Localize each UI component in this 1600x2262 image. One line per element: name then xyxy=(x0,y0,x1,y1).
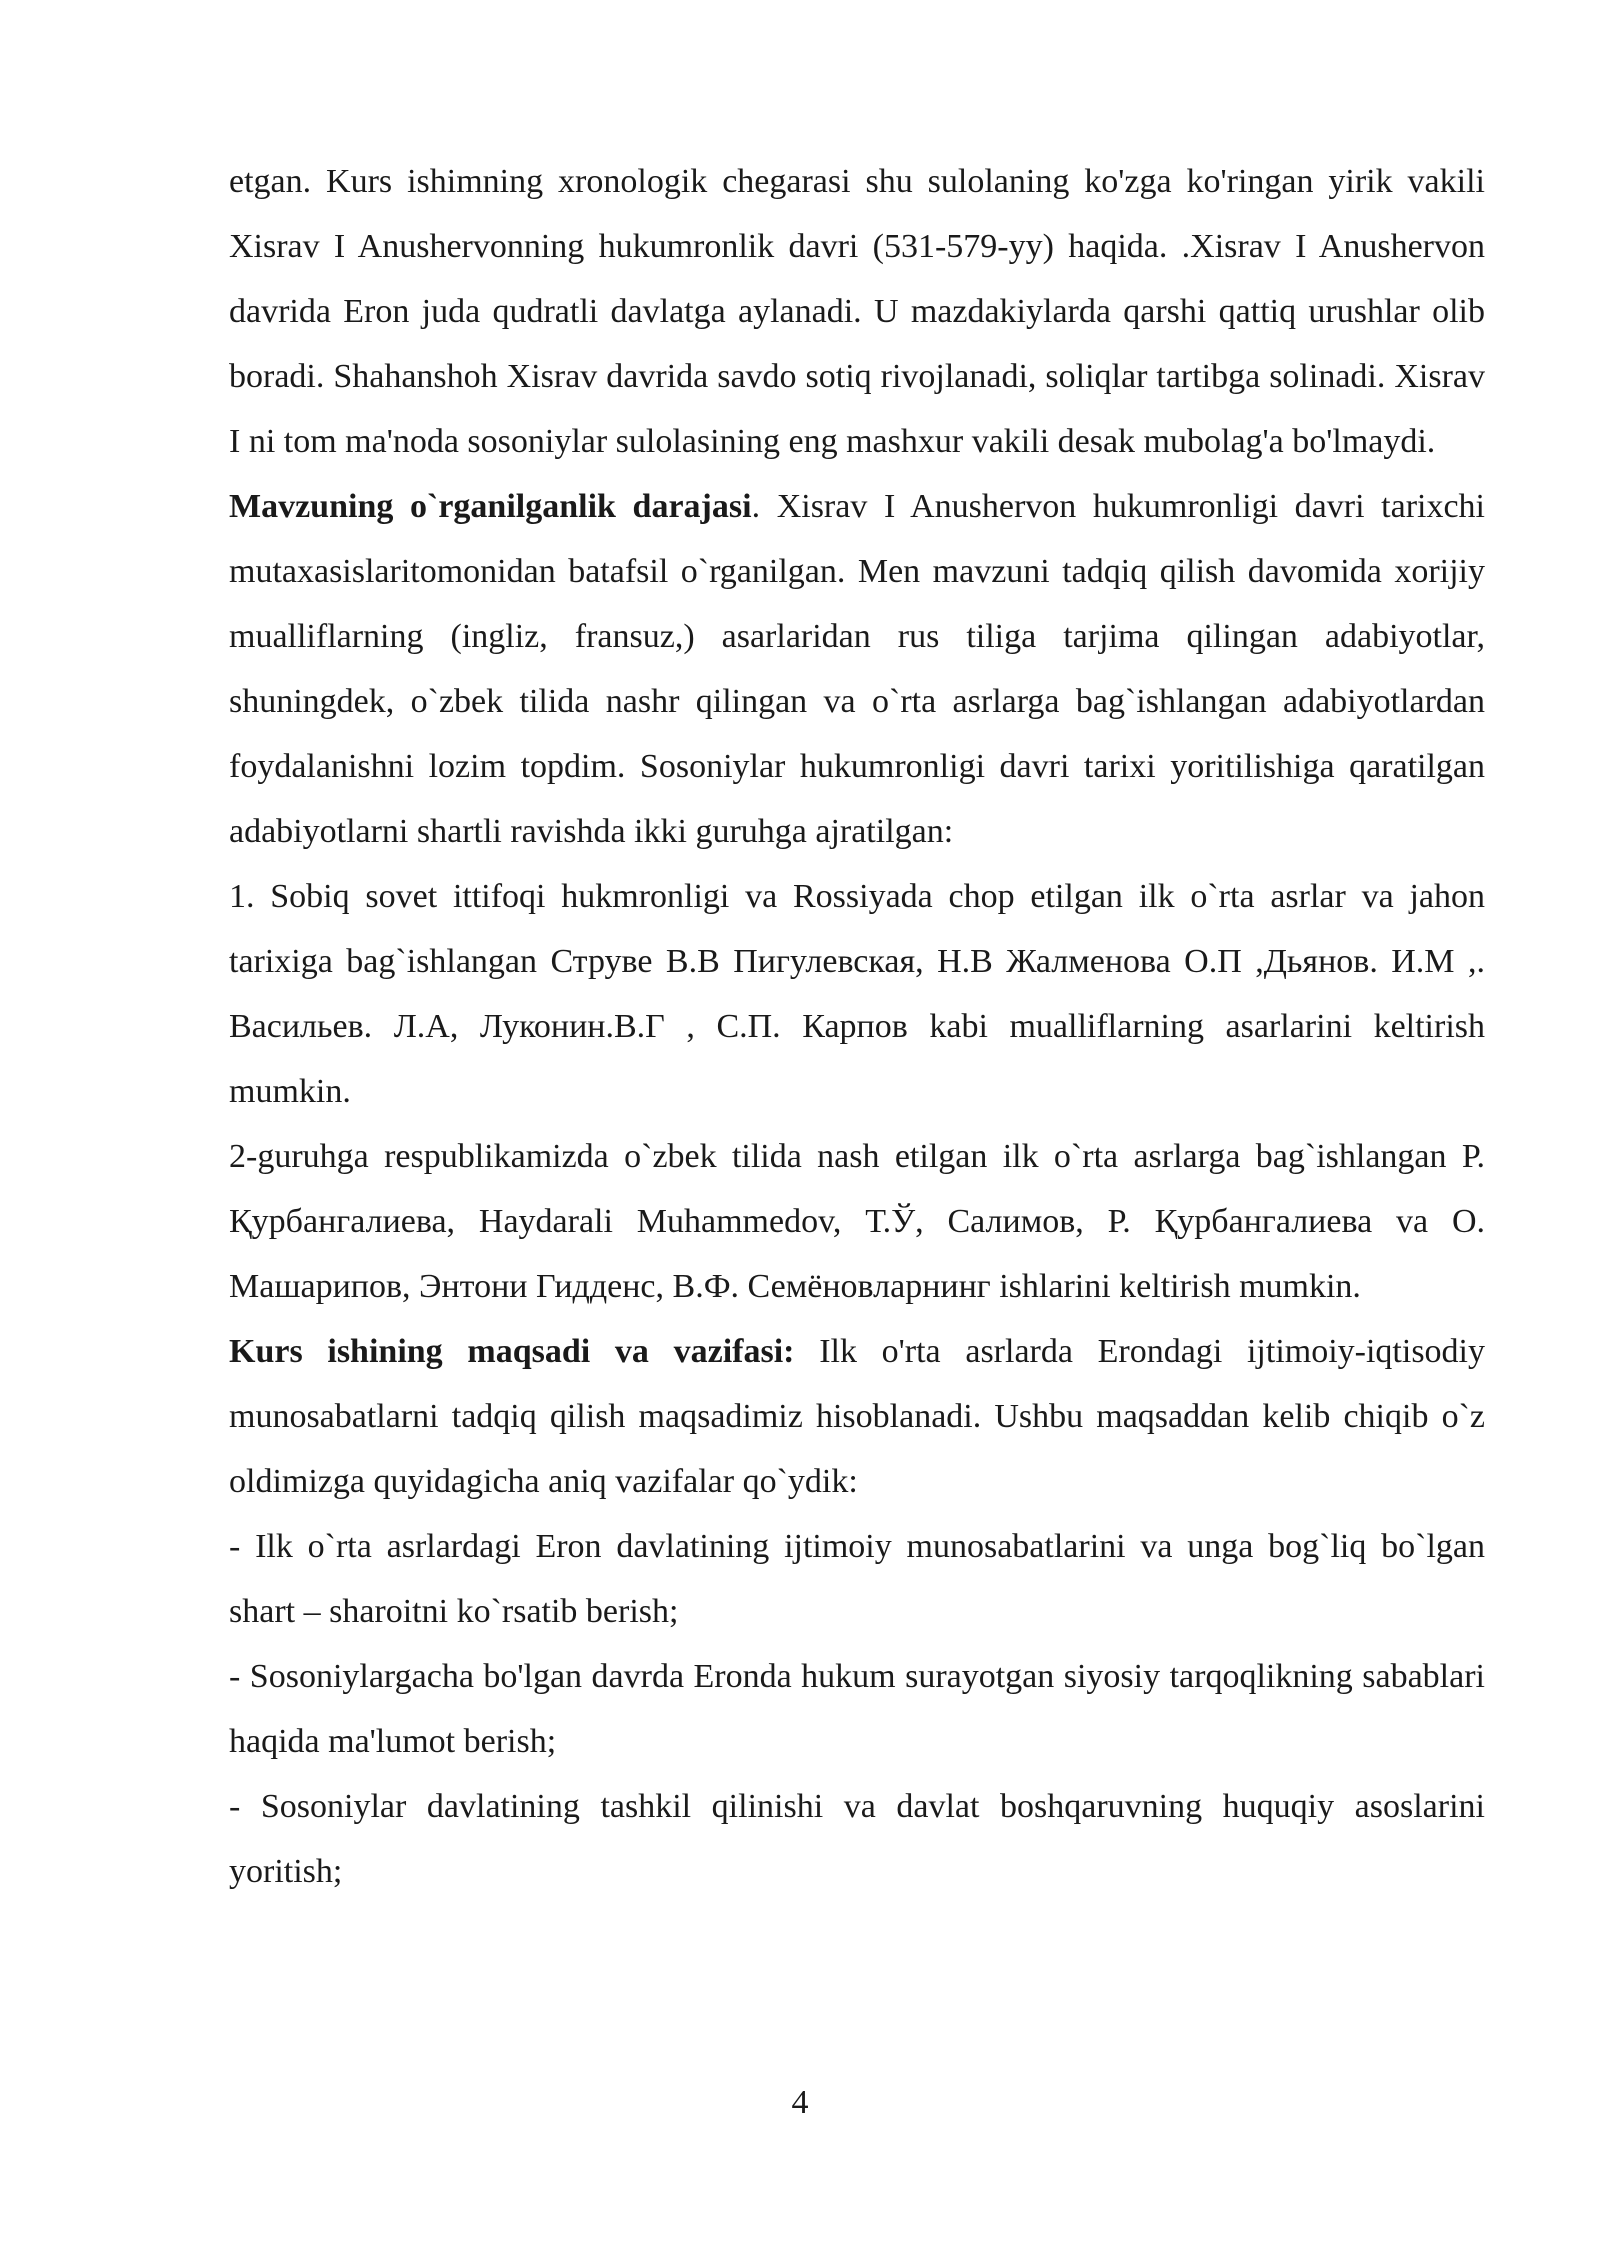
paragraph-goals-text: Ilk o'rta asrlarda Erondagi ijtimoiy-iqtisodiy munosabatlarni tadqiq qilish maqsadimiz hisoblanadi. Ushbu maqsaddan kelib chiqib o`z oldimizga quyidagicha aniq vazifalar qo`ydik: xyxy=(229,1333,1486,1500)
paragraph-task-three xyxy=(229,1774,1485,1904)
paragraph-task-two-text: - Sosoniylargacha bo'lgan davrda Eronda hukum surayotgan siyosiy tarqoqlikning sabablari haqida ma'lumot berish; xyxy=(229,1658,1485,1760)
paragraph-group-one xyxy=(229,864,1485,1124)
page-number: 4 xyxy=(791,2084,809,2121)
paragraph-group-two xyxy=(229,1124,1485,1319)
paragraph-intro-text: etgan. Kurs ishimning xronologik chegarasi shu sulolaning ko'zga ko'ringan yirik vakili Xisrav I Anushervonning hukumronlik davri (531-579-yy) haqida. .Xisrav I Anushervon davrida Eron juda qudratli davlatga aylanadi. U mazdakiylarda qarshi qattiq urushlar olib boradi. Shahanshoh Xisrav davrida savdo sotiq rivojlanadi, soliqlar tartibga solinadi. Xisrav I ni tom ma'noda sosoniylar sulolasining eng mashxur vakili desak mubolag'a bo'lmaydi. xyxy=(229,163,1485,460)
paragraph-heading-research-degree: Mavzuning o`rganilganlik darajasi xyxy=(229,488,752,525)
paragraph-task-two xyxy=(229,1644,1485,1774)
paragraph-research-degree xyxy=(229,474,1485,864)
paragraph-group-one-text: 1. Sobiq sovet ittifoqi hukmronligi va Rossiyada chop etilgan ilk o`rta asrlar va jahon tarixiga bag`ishlangan Струве В.В Пигулевская, Н.В Жалменова О.П ,Дьянов. И.М ,. Васильев. Л.А, Луконин.В.Г , С.П. Карпов kabi mualliflarning asarlarini keltirish mumkin. xyxy=(229,878,1485,1110)
paragraph-intro xyxy=(229,149,1485,474)
paragraph-group-two-text: 2-guruhga respublikamizda o`zbek tilida nash etilgan ilk o`rta asrlarga bag`ishlangan Р. Қурбангалиева, Haydarali Muhammedov, Т.Ў, Салимов, Р. Қурбангалиева va О. Машарипов, Энтони Гидденс, В.Ф. Семёновларнинг ishlarini keltirish mumkin. xyxy=(229,1138,1485,1305)
paragraph-task-one-text: - Ilk o`rta asrlardagi Eron davlatining ijtimoiy munosabatlarini va unga bog`liq bo`lgan shart – sharoitni ko`rsatib berish; xyxy=(229,1528,1485,1630)
paragraph-heading-goals: Kurs ishining maqsadi va vazifasi: xyxy=(229,1333,795,1370)
paragraph-research-degree-text: . Xisrav I Anushervon hukumronligi davri tarixchi mutaxasislaritomonidan batafsil o`rganilgan. Men mavzuni tadqiq qilish davomida xorijiy mualliflarning (ingliz, fransuz,) asarlaridan rus tiliga tarjima qilingan adabiyotlar, shuningdek, o`zbek tilida nashr qilingan va o`rta asrlarga bag`ishlangan adabiyotlardan foydalanishni lozim topdim. Sosoniylar hukumronligi davri tarixi yoritilishiga qaratilgan adabiyotlarni shartli ravishda ikki guruhga ajratilgan: xyxy=(229,488,1485,850)
paragraph-task-one xyxy=(229,1514,1485,1644)
document-body xyxy=(229,149,1485,1904)
paragraph-goals xyxy=(229,1319,1485,1514)
paragraph-task-three-text: - Sosoniylar davlatining tashkil qilinishi va davlat boshqaruvning huquqiy asoslarini yoritish; xyxy=(229,1788,1485,1890)
